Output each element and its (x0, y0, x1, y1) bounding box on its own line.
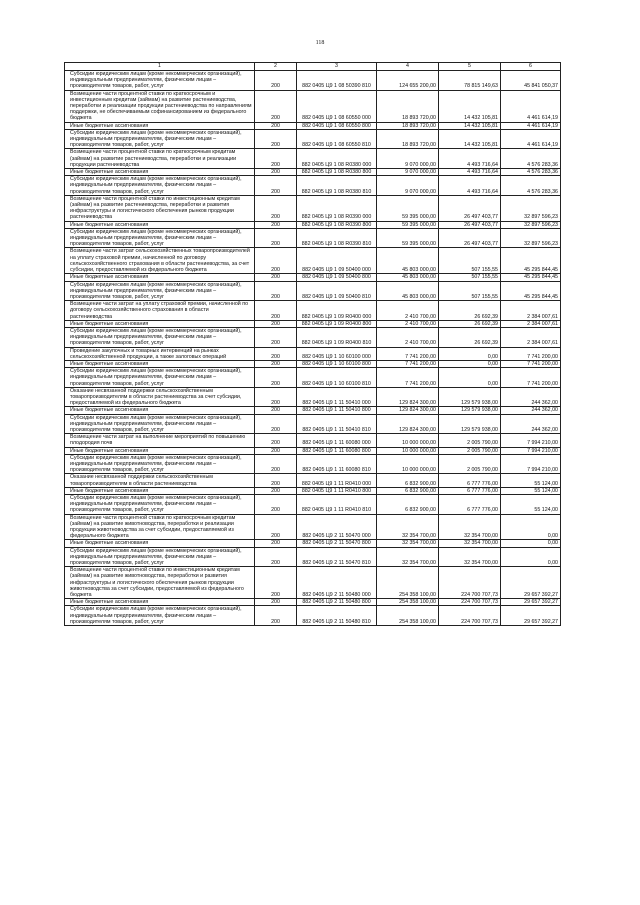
table-row (65, 71, 561, 91)
row-budget-code: 882 0405 Ц9 1 09 50400 800 (297, 274, 377, 281)
row-code-2: 200 (255, 447, 297, 454)
row-name: Возмещение части затрат сельскохозяйственных товаропроизводителей на уплату страховой премии, начисленной по договору сельскохозяйственного страхования в области растениеводства, за счет субсидии, предоставляемой из федерального бюджета (65, 248, 255, 274)
row-value-planned: 32 354 700,00 (377, 540, 439, 547)
row-value-executed: 14 432 105,81 (439, 90, 501, 122)
row-name: Возмещение части процентной ставки по инвестиционным кредитам (займам) на развитие животноводства, переработки и развития инфраструктуры и логистического обеспечения рынков продукции животноводства за счет субсидии, предоставляемой из федерального бюджета (65, 567, 255, 599)
table-row (65, 320, 561, 327)
table-row (65, 514, 561, 540)
row-value-remaining: 2 384 007,61 (501, 301, 561, 321)
table-row (65, 169, 561, 176)
row-value-planned: 7 741 200,00 (377, 360, 439, 367)
row-code-2: 200 (255, 606, 297, 626)
table-row (65, 301, 561, 321)
row-code-2: 200 (255, 540, 297, 547)
row-budget-code: 882 0405 Ц9 1 08 R0390 000 (297, 195, 377, 221)
row-code-2: 200 (255, 407, 297, 414)
table-row (65, 567, 561, 599)
row-value-planned: 7 741 200,00 (377, 347, 439, 360)
row-name: Субсидии юридическим лицам (кроме некоммерческих организаций), индивидуальным предпринимателям, физическим лицам – производителям товаров, работ, услуг (65, 281, 255, 301)
row-value-remaining: 7 994 210,00 (501, 447, 561, 454)
row-name: Возмещение части процентной ставки по краткосрочным кредитам (займам) на развитие растениеводства, переработки и реализации продукции растениеводства (65, 149, 255, 169)
table-row (65, 129, 561, 149)
row-value-executed: 507 155,55 (439, 248, 501, 274)
table-row (65, 474, 561, 487)
row-name: Возмещение части процентной ставки по инвестиционным кредитам (займам) на развитие растениеводства, переработки и развития инфраструктуры и логистического обеспечения рынков продукции растениеводства (65, 195, 255, 221)
row-name: Иные бюджетные ассигнования (65, 274, 255, 281)
row-value-remaining: 55 124,00 (501, 474, 561, 487)
row-value-remaining: 55 124,00 (501, 495, 561, 515)
row-name: Возмещение части процентной ставки по краткосрочным и инвестиционным кредитам (займам) на развитие растениеводства, переработки и реализации продукции растениеводства по направлениям поддержки, не обеспечиваемым софинансированием из федерального бюджета (65, 90, 255, 122)
row-budget-code: 882 0405 Ц9 1 08 50390 810 (297, 71, 377, 91)
row-value-executed: 224 700 707,73 (439, 606, 501, 626)
row-name: Субсидии юридическим лицам (кроме некоммерческих организаций), индивидуальным предпринимателям, физическим лицам – производителям товаров, работ, услуг (65, 606, 255, 626)
row-budget-code: 882 0405 Ц9 2 11 50470 810 (297, 547, 377, 567)
row-code-2: 200 (255, 599, 297, 606)
table-row (65, 248, 561, 274)
row-budget-code: 882 0405 Ц9 1 10 60100 000 (297, 347, 377, 360)
row-value-remaining: 4 576 283,36 (501, 176, 561, 196)
table-row (65, 122, 561, 129)
row-name: Иные бюджетные ассигнования (65, 122, 255, 129)
row-name: Иные бюджетные ассигнования (65, 447, 255, 454)
table-row (65, 495, 561, 515)
row-name: Проведение закупочных и товарных интервенций на рынках сельскохозяйственной продукции, а также залоговых операций (65, 347, 255, 360)
row-value-planned: 2 410 700,00 (377, 301, 439, 321)
column-header: 5 (439, 63, 501, 71)
row-budget-code: 882 0405 Ц9 2 11 50480 810 (297, 606, 377, 626)
row-value-remaining: 244 362,00 (501, 414, 561, 434)
row-value-remaining: 4 461 614,19 (501, 90, 561, 122)
row-value-executed: 0,00 (439, 360, 501, 367)
row-value-remaining: 45 841 050,37 (501, 71, 561, 91)
row-value-remaining: 32 897 596,23 (501, 228, 561, 248)
row-value-executed: 26 497 403,77 (439, 195, 501, 221)
table-row (65, 447, 561, 454)
row-code-2: 200 (255, 221, 297, 228)
row-budget-code: 882 0405 Ц9 1 10 60100 810 (297, 368, 377, 388)
row-name: Субсидии юридическим лицам (кроме некоммерческих организаций), индивидуальным предпринимателям, физическим лицам – производителям товаров, работ, услуг (65, 327, 255, 347)
row-budget-code: 882 0405 Ц9 1 08 R0390 800 (297, 221, 377, 228)
row-code-2: 200 (255, 327, 297, 347)
row-value-executed: 224 700 707,73 (439, 599, 501, 606)
row-budget-code: 882 0405 Ц9 1 11 50410 000 (297, 387, 377, 407)
row-code-2: 200 (255, 122, 297, 129)
row-budget-code: 882 0405 Ц9 1 11 60080 810 (297, 454, 377, 474)
table-row (65, 606, 561, 626)
row-name: Субсидии юридическим лицам (кроме некоммерческих организаций), индивидуальным предпринимателям, физическим лицам – производителям товаров, работ, услуг (65, 368, 255, 388)
row-value-executed: 26 692,39 (439, 301, 501, 321)
row-name: Иные бюджетные ассигнования (65, 221, 255, 228)
row-code-2: 200 (255, 281, 297, 301)
row-value-executed: 0,00 (439, 368, 501, 388)
row-value-remaining: 29 657 392,27 (501, 599, 561, 606)
row-value-executed: 0,00 (439, 347, 501, 360)
row-code-2: 200 (255, 149, 297, 169)
column-header: 1 (65, 63, 255, 71)
row-value-executed: 224 700 707,73 (439, 567, 501, 599)
row-budget-code: 882 0405 Ц9 1 08 60550 810 (297, 129, 377, 149)
row-name: Иные бюджетные ассигнования (65, 320, 255, 327)
row-value-remaining: 55 124,00 (501, 487, 561, 494)
row-name: Субсидии юридическим лицам (кроме некоммерческих организаций), индивидуальным предпринимателям, физическим лицам – производителям товаров, работ, услуг (65, 228, 255, 248)
table-row (65, 347, 561, 360)
row-value-remaining: 244 362,00 (501, 407, 561, 414)
row-value-remaining: 29 657 392,27 (501, 606, 561, 626)
row-value-remaining: 45 295 844,45 (501, 248, 561, 274)
row-name: Субсидии юридическим лицам (кроме некоммерческих организаций), индивидуальным предпринимателям, физическим лицам – производителям товаров, работ, услуг (65, 547, 255, 567)
table-row (65, 221, 561, 228)
table-row (65, 176, 561, 196)
table-row (65, 327, 561, 347)
column-header: 4 (377, 63, 439, 71)
row-value-planned: 59 395 000,00 (377, 195, 439, 221)
row-value-planned: 32 354 700,00 (377, 514, 439, 540)
row-value-executed: 507 155,55 (439, 274, 501, 281)
row-value-planned: 6 832 900,00 (377, 474, 439, 487)
row-budget-code: 882 0405 Ц9 1 09 R0400 810 (297, 327, 377, 347)
row-name: Возмещение части процентной ставки по краткосрочным кредитам (займам) на развитие животноводства, переработки и реализации продукции животноводства за счет субсидии, предоставляемой из федерального бюджета (65, 514, 255, 540)
row-name: Иные бюджетные ассигнования (65, 487, 255, 494)
table-row (65, 90, 561, 122)
row-value-planned: 18 893 720,00 (377, 129, 439, 149)
row-value-executed: 26 692,39 (439, 320, 501, 327)
row-value-executed: 6 777 776,00 (439, 495, 501, 515)
column-header: 3 (297, 63, 377, 71)
row-name: Субсидии юридическим лицам (кроме некоммерческих организаций), индивидуальным предпринимателям, физическим лицам – производителям товаров, работ, услуг (65, 454, 255, 474)
row-name: Оказание несвязанной поддержки сельскохозяйственным товаропроизводителям в области растениеводства (65, 474, 255, 487)
row-value-remaining: 7 741 200,00 (501, 360, 561, 367)
row-value-executed: 129 579 938,00 (439, 407, 501, 414)
row-code-2: 200 (255, 454, 297, 474)
table-row (65, 540, 561, 547)
row-value-remaining: 244 362,00 (501, 387, 561, 407)
table-row (65, 274, 561, 281)
row-value-planned: 9 070 000,00 (377, 149, 439, 169)
row-budget-code: 882 0405 Ц9 1 08 R0390 810 (297, 228, 377, 248)
row-budget-code: 882 0405 Ц9 1 11 R0410 800 (297, 487, 377, 494)
row-value-planned: 129 824 300,00 (377, 407, 439, 414)
row-value-planned: 45 803 000,00 (377, 274, 439, 281)
row-value-remaining: 0,00 (501, 540, 561, 547)
table-row (65, 599, 561, 606)
row-code-2: 200 (255, 434, 297, 447)
row-budget-code: 882 0405 Ц9 1 11 60080 800 (297, 447, 377, 454)
row-value-executed: 6 777 776,00 (439, 487, 501, 494)
row-code-2: 200 (255, 176, 297, 196)
row-value-executed: 14 432 105,81 (439, 122, 501, 129)
row-budget-code: 882 0405 Ц9 1 08 60550 800 (297, 122, 377, 129)
table-row (65, 360, 561, 367)
row-code-2: 200 (255, 195, 297, 221)
row-code-2: 200 (255, 414, 297, 434)
row-value-planned: 18 893 720,00 (377, 90, 439, 122)
row-value-executed: 2 005 790,00 (439, 447, 501, 454)
row-code-2: 200 (255, 567, 297, 599)
row-value-executed: 2 005 790,00 (439, 454, 501, 474)
table-row (65, 195, 561, 221)
row-value-planned: 59 395 000,00 (377, 228, 439, 248)
row-code-2: 200 (255, 248, 297, 274)
row-value-planned: 6 832 900,00 (377, 495, 439, 515)
row-code-2: 200 (255, 514, 297, 540)
row-value-executed: 78 815 149,63 (439, 71, 501, 91)
row-name: Возмещение части затрат на уплату страховой премии, начисленной по договору сельскохозяйственного страхования в области растениеводства (65, 301, 255, 321)
table-row (65, 368, 561, 388)
table-row (65, 434, 561, 447)
row-code-2: 200 (255, 368, 297, 388)
row-value-planned: 2 410 700,00 (377, 327, 439, 347)
row-code-2: 200 (255, 487, 297, 494)
row-budget-code: 882 0405 Ц9 2 11 50480 000 (297, 567, 377, 599)
row-value-planned: 254 358 100,00 (377, 567, 439, 599)
page-number: 118 (315, 40, 325, 46)
row-value-remaining: 4 576 283,36 (501, 169, 561, 176)
row-value-executed: 2 005 790,00 (439, 434, 501, 447)
row-value-remaining: 0,00 (501, 547, 561, 567)
row-value-remaining: 7 994 210,00 (501, 434, 561, 447)
row-name: Субсидии юридическим лицам (кроме некоммерческих организаций), индивидуальным предпринимателям, физическим лицам – производителям товаров, работ, услуг (65, 71, 255, 91)
row-value-remaining: 7 741 200,00 (501, 368, 561, 388)
row-code-2: 200 (255, 90, 297, 122)
row-code-2: 200 (255, 169, 297, 176)
row-code-2: 200 (255, 129, 297, 149)
row-value-planned: 254 358 100,00 (377, 606, 439, 626)
row-name: Иные бюджетные ассигнования (65, 169, 255, 176)
row-budget-code: 882 0405 Ц9 1 09 50400 000 (297, 248, 377, 274)
row-name: Субсидии юридическим лицам (кроме некоммерческих организаций), индивидуальным предпринимателям, физическим лицам – производителям товаров, работ, услуг (65, 176, 255, 196)
row-code-2: 200 (255, 228, 297, 248)
row-value-remaining: 45 295 844,45 (501, 281, 561, 301)
row-value-remaining: 32 897 596,23 (501, 221, 561, 228)
row-budget-code: 882 0405 Ц9 1 11 R0410 000 (297, 474, 377, 487)
row-value-planned: 45 803 000,00 (377, 248, 439, 274)
row-value-planned: 9 070 000,00 (377, 169, 439, 176)
row-value-planned: 129 824 300,00 (377, 414, 439, 434)
row-budget-code: 882 0405 Ц9 1 08 R0380 810 (297, 176, 377, 196)
row-value-executed: 26 692,39 (439, 327, 501, 347)
row-value-planned: 10 000 000,00 (377, 434, 439, 447)
row-code-2: 200 (255, 301, 297, 321)
row-code-2: 200 (255, 495, 297, 515)
row-value-executed: 4 493 716,64 (439, 149, 501, 169)
column-header: 6 (501, 63, 561, 71)
table-row (65, 454, 561, 474)
row-budget-code: 882 0405 Ц9 1 11 50410 800 (297, 407, 377, 414)
row-value-executed: 129 579 938,00 (439, 414, 501, 434)
row-value-executed: 26 497 403,77 (439, 228, 501, 248)
row-budget-code: 882 0405 Ц9 2 11 50470 800 (297, 540, 377, 547)
table-row (65, 149, 561, 169)
row-name: Оказание несвязанной поддержки сельскохозяйственным товаропроизводителям в области растениеводства за счет субсидии, предоставляемой из федерального бюджета (65, 387, 255, 407)
row-value-executed: 14 432 105,81 (439, 129, 501, 149)
row-value-executed: 507 155,55 (439, 281, 501, 301)
row-budget-code: 882 0405 Ц9 1 11 50410 810 (297, 414, 377, 434)
row-code-2: 200 (255, 71, 297, 91)
row-value-executed: 32 354 700,00 (439, 514, 501, 540)
row-budget-code: 882 0405 Ц9 1 10 60100 800 (297, 360, 377, 367)
row-value-remaining: 4 576 283,36 (501, 149, 561, 169)
row-code-2: 200 (255, 274, 297, 281)
row-code-2: 200 (255, 320, 297, 327)
row-name: Иные бюджетные ассигнования (65, 599, 255, 606)
row-value-planned: 254 358 100,00 (377, 599, 439, 606)
row-name: Субсидии юридическим лицам (кроме некоммерческих организаций), индивидуальным предпринимателям, физическим лицам – производителям товаров, работ, услуг (65, 495, 255, 515)
table-header-row (65, 63, 561, 71)
row-name: Иные бюджетные ассигнования (65, 360, 255, 367)
row-code-2: 200 (255, 360, 297, 367)
row-budget-code: 882 0405 Ц9 1 09 R0400 000 (297, 301, 377, 321)
row-value-planned: 10 000 000,00 (377, 454, 439, 474)
row-value-remaining: 7 741 200,00 (501, 347, 561, 360)
table-row (65, 414, 561, 434)
row-name: Субсидии юридическим лицам (кроме некоммерческих организаций), индивидуальным предпринимателям, физическим лицам – производителям товаров, работ, услуг (65, 414, 255, 434)
row-code-2: 200 (255, 387, 297, 407)
row-budget-code: 882 0405 Ц9 1 11 60080 000 (297, 434, 377, 447)
row-budget-code: 882 0405 Ц9 1 08 R0380 800 (297, 169, 377, 176)
row-value-planned: 32 354 700,00 (377, 547, 439, 567)
row-code-2: 200 (255, 474, 297, 487)
row-name: Субсидии юридическим лицам (кроме некоммерческих организаций), индивидуальным предпринимателям, физическим лицам – производителям товаров, работ, услуг (65, 129, 255, 149)
row-value-planned: 129 824 300,00 (377, 387, 439, 407)
table-row (65, 487, 561, 494)
row-value-remaining: 7 994 210,00 (501, 454, 561, 474)
column-header: 2 (255, 63, 297, 71)
row-value-remaining: 2 384 007,61 (501, 327, 561, 347)
row-value-remaining: 45 295 844,45 (501, 274, 561, 281)
row-name: Иные бюджетные ассигнования (65, 540, 255, 547)
row-code-2: 200 (255, 547, 297, 567)
row-value-remaining: 0,00 (501, 514, 561, 540)
row-budget-code: 882 0405 Ц9 1 09 R0400 800 (297, 320, 377, 327)
row-budget-code: 882 0405 Ц9 1 08 R0380 000 (297, 149, 377, 169)
row-budget-code: 882 0405 Ц9 2 11 50470 000 (297, 514, 377, 540)
row-value-remaining: 2 384 007,61 (501, 320, 561, 327)
row-value-planned: 10 000 000,00 (377, 447, 439, 454)
row-value-executed: 6 777 776,00 (439, 474, 501, 487)
table-row (65, 407, 561, 414)
row-budget-code: 882 0405 Ц9 1 08 60550 000 (297, 90, 377, 122)
row-value-planned: 45 803 000,00 (377, 281, 439, 301)
row-name: Возмещение части затрат на выполнение мероприятий по повышению плодородия почв (65, 434, 255, 447)
row-value-executed: 129 579 938,00 (439, 387, 501, 407)
row-value-executed: 4 493 716,64 (439, 176, 501, 196)
row-value-planned: 124 655 200,00 (377, 71, 439, 91)
row-value-remaining: 4 461 614,19 (501, 122, 561, 129)
row-value-executed: 26 497 403,77 (439, 221, 501, 228)
budget-table (64, 62, 561, 626)
row-value-remaining: 4 461 614,19 (501, 129, 561, 149)
row-name: Иные бюджетные ассигнования (65, 407, 255, 414)
table-row (65, 387, 561, 407)
row-budget-code: 882 0405 Ц9 2 11 50480 800 (297, 599, 377, 606)
row-value-planned: 18 893 720,00 (377, 122, 439, 129)
row-value-remaining: 32 897 596,23 (501, 195, 561, 221)
row-value-executed: 32 354 700,00 (439, 540, 501, 547)
row-value-planned: 7 741 200,00 (377, 368, 439, 388)
row-code-2: 200 (255, 347, 297, 360)
row-budget-code: 882 0405 Ц9 1 09 50400 810 (297, 281, 377, 301)
row-value-planned: 59 395 000,00 (377, 221, 439, 228)
table-row (65, 547, 561, 567)
row-value-planned: 9 070 000,00 (377, 176, 439, 196)
row-budget-code: 882 0405 Ц9 1 11 R0410 810 (297, 495, 377, 515)
row-value-planned: 2 410 700,00 (377, 320, 439, 327)
table-row (65, 228, 561, 248)
row-value-executed: 32 354 700,00 (439, 547, 501, 567)
row-value-planned: 6 832 900,00 (377, 487, 439, 494)
row-value-remaining: 29 657 392,27 (501, 567, 561, 599)
table-row (65, 281, 561, 301)
row-value-executed: 4 493 716,64 (439, 169, 501, 176)
